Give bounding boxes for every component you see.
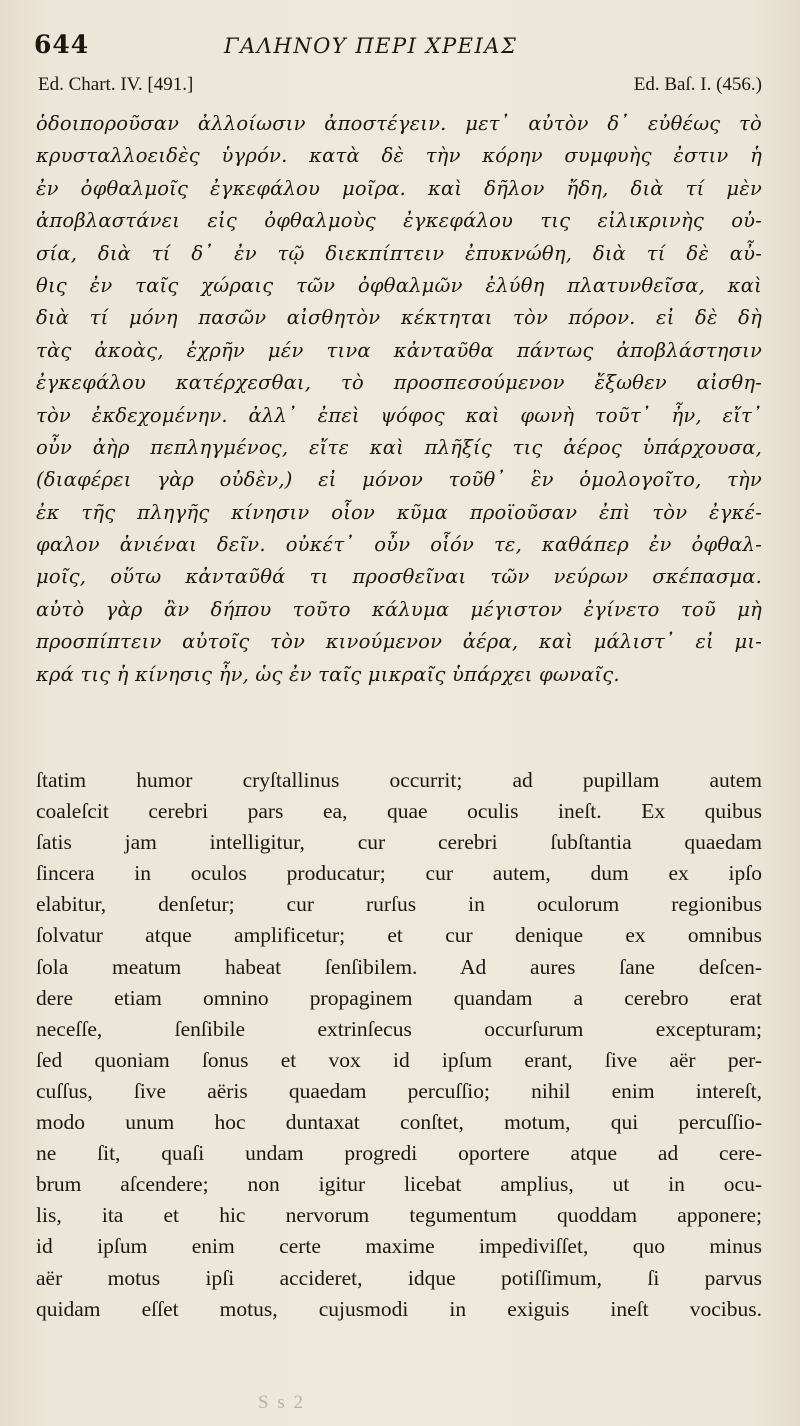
latin-line: modo unum hoc duntaxat conſtet, motum, qui percuſſio-	[36, 1110, 762, 1135]
edition-chart-reference: Ed. Chart. IV. [491.]	[38, 74, 194, 95]
greek-line: μοῖς, οὕτω κἀνταῦθά τι προσθεῖναι τῶν νεύρων σκέπασμα.	[36, 565, 762, 589]
greek-line: σία, διὰ τί δ᾿ ἐν τῷ διεκπίπτειν ἐπυκνώθη, διὰ τί δὲ αὖ-	[36, 241, 762, 265]
latin-line: ſtatim humor cryſtallinus occurrit; ad pupillam autem	[36, 768, 762, 792]
greek-line: ἐν ὀφθαλμοῖς ἐγκεφάλου μοῖρα. καὶ δῆλον ἤδη, διὰ τί μὲν	[36, 176, 762, 200]
greek-text-block	[36, 108, 762, 691]
greek-line: κρά τις ἡ κίνησις ἦν, ὡς ἐν ταῖς μικραῖς ὑπάρχει φωναῖς.	[36, 662, 620, 686]
greek-line: τὸν ἐκδεχομένην. ἀλλ᾿ ἐπεὶ ψόφος καὶ φωνὴ τοῦτ᾿ ἦν, εἴτ᾿	[36, 403, 762, 427]
latin-line: elabitur, denſetur; cur rurſus in oculorum regionibus	[36, 892, 762, 917]
edition-reference-line	[38, 74, 762, 102]
latin-line: cuſſus, ſive aëris quaedam percuſſio; nihil enim intereſt,	[36, 1078, 762, 1103]
latin-line: neceſſe, ſenſibile extrinſecus occurſurum excepturam;	[36, 1016, 762, 1041]
greek-line: ἐκ τῆς πληγῆς κίνησιν οἷον κῦμα προϊοῦσαν ἐπὶ τὸν ἐγκέ-	[36, 500, 762, 524]
signature-mark: S s 2	[258, 1392, 305, 1413]
latin-line: ſolvatur atque amplificetur; et cur denique ex omnibus	[36, 923, 762, 948]
greek-line: θις ἐν ταῖς χώραις τῶν ὀφθαλμῶν ἐλύθη πλατυνθεῖσα, καὶ	[36, 273, 762, 297]
greek-line: (διαφέρει γὰρ οὐδὲν,) εἰ μόνον τοῦθ᾿ ἓν ὁμολογοῖτο, τὴν	[36, 468, 762, 492]
greek-line: ἀποβλαστάνει εἰς ὀφθαλμοὺς ἐγκεφάλου τις εἰλικρινὴς οὐ-	[36, 209, 762, 233]
greek-line: διὰ τί μόνη πασῶν αἰσθητὸν κέκτηται τὸν πόρον. εἰ δὲ δὴ	[36, 306, 762, 330]
latin-text-block	[36, 765, 762, 1325]
greek-line: οὖν ἀὴρ πεπληγμένος, εἴτε καὶ πλῆξίς τις ἀέρος ὑπάρχουσα,	[36, 435, 762, 459]
greek-line: αὐτὸ γὰρ ἂν δήπου τοῦτο κάλυμα μέγιστον ἐγίνετο τοῦ μὴ	[36, 597, 762, 621]
latin-line: ſatis jam intelligitur, cur cerebri ſubſtantia quaedam	[36, 830, 762, 855]
greek-line: τὰς ἀκοὰς, ἐχρῆν μέν τινα κἀνταῦθα πάντως ἀποβλάστησιν	[36, 338, 762, 362]
latin-line: ſola meatum habeat ſenſibilem. Ad aures ſane deſcen-	[36, 954, 762, 979]
greek-line: ὁδοιποροῦσαν ἀλλοίωσιν ἀποστέγειν. μετ᾿ αὐτὸν δ᾿ εὐθέως τὸ	[36, 112, 762, 135]
latin-line: lis, ita et hic nervorum tegumentum quoddam apponere;	[36, 1203, 762, 1228]
latin-line: brum aſcendere; non igitur licebat amplius, ut in ocu-	[36, 1172, 762, 1197]
page-number: 644	[34, 30, 90, 59]
greek-line: κρυσταλλοειδὲς ὑγρόν. κατὰ δὲ τὴν κόρην συμφυὴς ἐστιν ἡ	[36, 144, 762, 168]
greek-line: ἐγκεφάλου κατέρχεσθαι, τὸ προσπεσούμενον ἔξωθεν αἰσθη-	[36, 371, 762, 395]
latin-line: ne ſit, quaſi undam progredi oportere atque ad cere-	[36, 1141, 762, 1166]
running-head	[34, 30, 766, 66]
latin-line: coaleſcit cerebri pars ea, quae oculis ineſt. Ex quibus	[36, 799, 762, 824]
latin-line: id ipſum enim certe maxime impediviſſet, quo minus	[36, 1234, 762, 1259]
latin-line: quidam eſſet motus, cujusmodi in exiguis ineſt vocibus.	[36, 1296, 762, 1321]
latin-line: aër motus ipſi accideret, idque potiſſimum, ſi parvus	[36, 1265, 762, 1290]
latin-line: dere etiam omnino propaginem quandam a cerebro erat	[36, 985, 762, 1010]
latin-line: ſed quoniam ſonus et vox id ipſum erant, ſive aër per-	[36, 1047, 762, 1072]
greek-line: φαλον ἀνιέναι δεῖν. οὐκέτ᾿ οὖν οἷόν τε, καθάπερ ἐν ὀφθαλ-	[36, 533, 762, 557]
latin-line: ſincera in oculos producatur; cur autem, dum ex ipſo	[36, 861, 762, 886]
running-title: ΓΑΛΗΝΟΥ ΠΕΡΙ ΧΡΕΙΑΣ	[224, 34, 518, 58]
edition-basel-reference: Ed. Baſ. I. (456.)	[633, 74, 762, 95]
greek-line: προσπίπτειν αὐτοῖς τὸν κινούμενον ἀέρα, καὶ μάλιστ᾿ εἰ μι-	[36, 630, 762, 654]
